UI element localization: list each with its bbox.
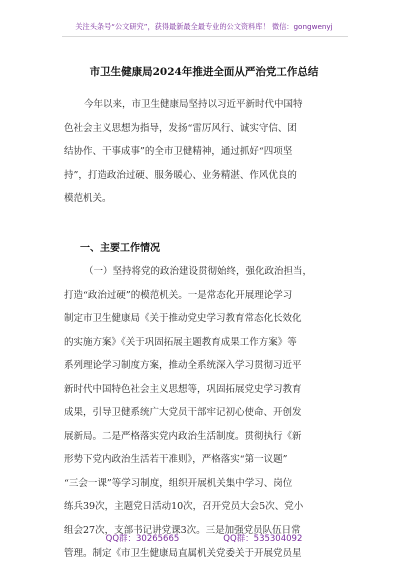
body-line: 系列理论学习制度方案，推动全系统深入学习贯彻习近平 [64, 360, 302, 371]
footer-qq-group-2: QQ群：535304092 [223, 534, 303, 544]
body-line: “三会一课”等学习制度，组织开展机关集中学习、岗位 [64, 477, 293, 489]
body-line: 组会27次，支部书记讲党课3次。三是加强党员队伍日常 [64, 524, 301, 536]
body-line: 管理。制定《市卫生健康局直属机关党委关于开展党员星 [64, 548, 302, 559]
body-line: （一）坚持将党的政治建设贯彻始终，强化政治担当， [84, 266, 313, 277]
body-paragraph [64, 260, 348, 566]
footer [0, 532, 408, 544]
footer-qq-group-1: QQ群：30265665 [105, 534, 180, 544]
body-line: 新时代中国特色社会主义思想等，巩固拓展党史学习教育 [64, 383, 302, 395]
body-line: 打造“政治过硬”的模范机关。一是常态化开展理论学习 [64, 289, 293, 301]
body-line: 制定市卫生健康局《关于推动党史学习教育常态化长效化 [64, 313, 302, 324]
section-heading: 一、主要工作情况 [80, 243, 160, 254]
intro-line: 持”，打造政治过硬、服务暖心、业务精湛、作风优良的 [64, 169, 297, 181]
body-line: 练兵39次，主题党日活动10次，召开党员大会5次、党小 [64, 501, 304, 512]
header-divider [62, 36, 348, 37]
body-line: 的实施方案》《关于巩固拓展主题教育成果工作方案》等 [64, 336, 297, 348]
intro-line: 模范机关。 [64, 193, 112, 204]
document-title: 市卫生健康局2024年推进全面从严治党工作总结 [89, 66, 319, 78]
intro-paragraph [64, 93, 348, 211]
body-line: 展新局。二是严格落实党内政治生活制度。贯彻执行《新 [64, 430, 302, 442]
intro-line: 结协作、干事成事”的全市卫健精神，通过抓好“四项坚 [64, 146, 293, 157]
body-line: 成果，引导卫健系统广大党员干部牢记初心使命、开创发 [64, 407, 302, 418]
intro-line: 色社会主义思想为指导，发扬“雷厉风行、诚实守信、团 [64, 122, 297, 134]
intro-line: 今年以来，市卫生健康局坚持以习近平新时代中国特 [84, 99, 303, 110]
body-line: 形势下党内政治生活若干准则》，严格落实“第一议题” [64, 454, 288, 465]
header-banner: 关注头条号“公文研究”，获得最新最全最专业的公文资料库！ 微信：gongwenyj [75, 22, 333, 31]
